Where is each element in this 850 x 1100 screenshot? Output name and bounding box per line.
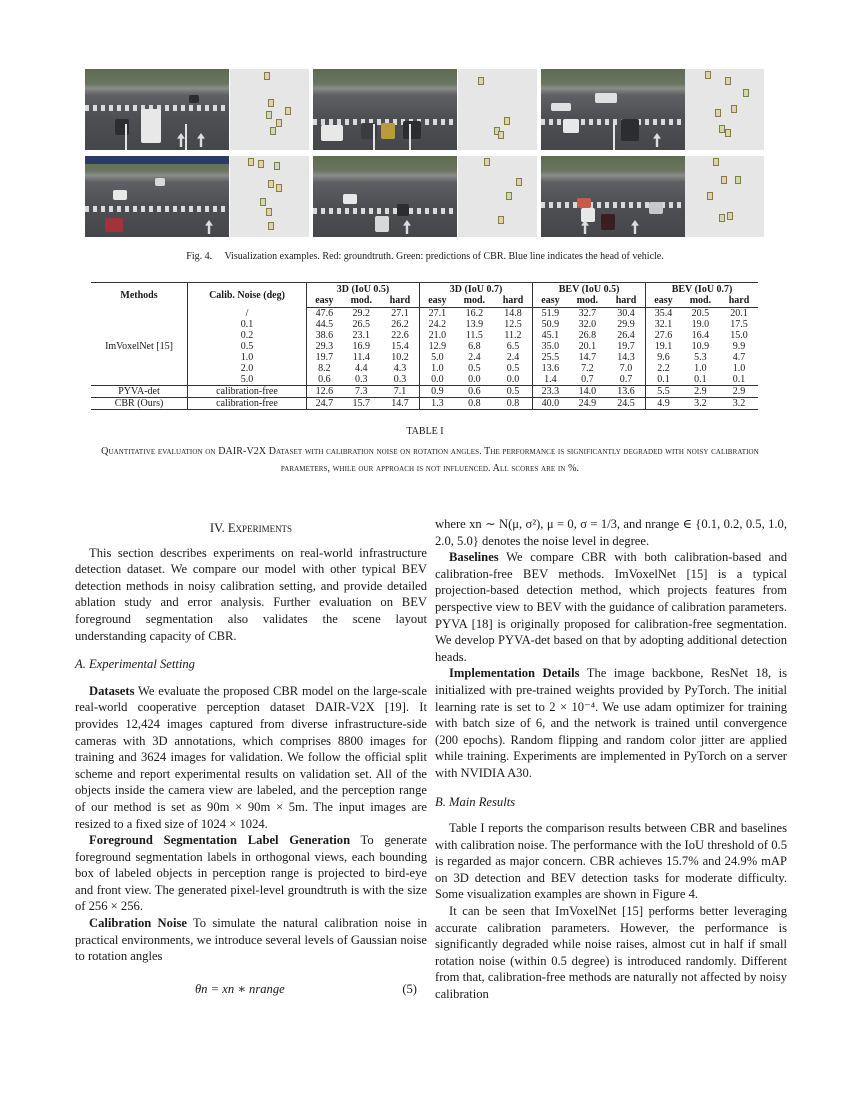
score-cell: 35.0 xyxy=(541,341,560,352)
score-cell: 7.2 xyxy=(581,363,594,374)
score-cell: 14.3 xyxy=(607,352,646,363)
score-cell: 1.0 xyxy=(431,363,444,374)
table-row xyxy=(91,363,758,374)
score-cell: 20.5 xyxy=(691,308,710,319)
score-cell: 5.0 xyxy=(431,352,444,363)
score-cell: 16.4 xyxy=(691,330,710,341)
score-cell: 1.4 xyxy=(544,374,557,385)
score-cell: 13.6 xyxy=(541,363,560,374)
figure-label: Fig. 4. xyxy=(186,251,213,262)
score-cell: 27.1 xyxy=(381,308,420,320)
figure-4 xyxy=(85,69,765,237)
score-cell: 0.9 xyxy=(420,386,455,398)
score-cell: 44.5 xyxy=(315,319,334,330)
section-title: IV. Experiments xyxy=(209,521,293,535)
score-cell: 24.9 xyxy=(568,398,607,410)
noise-cell: 0.5 xyxy=(188,341,307,352)
figure-caption xyxy=(0,251,850,262)
score-cell: 29.2 xyxy=(352,308,371,319)
noise-cell: / xyxy=(188,308,307,320)
header-bev-iou07: BEV (IoU 0.7) xyxy=(646,283,758,296)
score-cell: 4.3 xyxy=(381,363,420,374)
score-cell: 7.1 xyxy=(381,386,420,398)
score-cell: 0.7 xyxy=(581,374,594,385)
score-cell: 9.6 xyxy=(657,352,670,363)
header-bev-iou05: BEV (IoU 0.5) xyxy=(533,283,646,296)
paragraph-heading: Datasets xyxy=(89,683,135,698)
calib-noise-paragraph xyxy=(75,915,427,965)
noise-cell: 0.2 xyxy=(188,330,307,341)
bev-prediction-panel xyxy=(458,156,537,237)
score-cell: 17.5 xyxy=(730,319,748,330)
table-row xyxy=(91,386,758,398)
score-cell: 0.0 xyxy=(468,374,481,385)
method-cell: PYVA-det xyxy=(91,386,188,398)
score-cell: 7.0 xyxy=(607,363,646,374)
score-cell: 38.6 xyxy=(315,330,334,341)
noise-cell: calibration-free xyxy=(188,398,307,410)
score-cell: 27.6 xyxy=(654,330,673,341)
noise-cell: 2.0 xyxy=(188,363,307,374)
score-cell: 30.4 xyxy=(607,308,646,320)
score-cell: 3.2 xyxy=(681,398,720,410)
table-row xyxy=(91,308,758,320)
table-label: TABLE I xyxy=(406,426,444,437)
score-cell: 4.9 xyxy=(646,398,681,410)
score-cell: 13.6 xyxy=(607,386,646,398)
results-table-body xyxy=(91,308,758,410)
noise-cell: 1.0 xyxy=(188,352,307,363)
intro-paragraph: This section describes experiments on real-world infrastructure detection dataset. We compare our model with other typical BEV detection methods in noisy calibration setting, and provide detailed ablation study and error analysis. Further evaluation on BEV foreground segmentation also validates the scene layout understanding capacity of CBR. xyxy=(75,545,427,643)
header-methods: Methods xyxy=(91,283,188,308)
score-cell: 0.1 xyxy=(657,374,670,385)
score-cell: 0.6 xyxy=(318,374,331,385)
bev-prediction-panel xyxy=(230,69,309,150)
score-cell: 2.2 xyxy=(657,363,670,374)
paragraph-heading: Implementation Details xyxy=(449,666,580,681)
score-cell: 26.8 xyxy=(578,330,597,341)
score-cell: 0.6 xyxy=(455,386,494,398)
score-cell: 22.6 xyxy=(381,330,420,341)
header-3d-iou07: 3D (IoU 0.7) xyxy=(420,283,533,296)
bev-prediction-panel xyxy=(685,69,764,150)
datasets-paragraph xyxy=(75,683,427,832)
subheader-easy: easy xyxy=(307,295,342,308)
noise-cell: calibration-free xyxy=(188,386,307,398)
score-cell: 32.1 xyxy=(654,319,673,330)
results-table xyxy=(91,282,758,410)
header-calib-noise: Calib. Noise (deg) xyxy=(188,283,307,308)
score-cell: 45.1 xyxy=(541,330,560,341)
score-cell: 4.7 xyxy=(732,352,746,363)
score-cell: 19.0 xyxy=(691,319,710,330)
subheader-easy: easy xyxy=(420,295,455,308)
score-cell: 2.9 xyxy=(681,386,720,398)
score-cell: 26.2 xyxy=(381,319,420,330)
score-cell: 10.9 xyxy=(691,341,710,352)
score-cell: 23.3 xyxy=(533,386,568,398)
score-cell: 5.3 xyxy=(694,352,707,363)
bev-prediction-panel xyxy=(230,156,309,237)
score-cell: 20.1 xyxy=(578,341,597,352)
score-cell: 12.9 xyxy=(428,341,447,352)
paragraph-heading: Foreground Segmentation Label Generation xyxy=(89,833,351,848)
subheader-easy: easy xyxy=(646,295,681,308)
paragraph-body: We evaluate the proposed CBR model on the large-scale real-world cooperative perception dataset DAIR-V2X [19]. It provides 12,424 images captured from diverse infrastructure-side cameras with 3D annotations, which comprises 8800 images for training and 3624 images for validation. We follow the official split scheme and report experimental results on validation set. All of the objects inside the camera view are labeled, and the perception range of our method is set as 90m × 90m × 5m. The input images are resized to a fixed size of 1024 × 1024. xyxy=(75,683,427,831)
score-cell: 1.0 xyxy=(694,363,707,374)
camera-image xyxy=(541,156,685,237)
score-cell: 7.3 xyxy=(342,386,381,398)
subheader-mod: mod. xyxy=(568,295,607,308)
score-cell: 24.5 xyxy=(607,398,646,410)
score-cell: 29.3 xyxy=(315,341,334,352)
score-cell: 15.0 xyxy=(730,330,748,341)
equation-5 xyxy=(75,981,427,999)
score-cell: 19.1 xyxy=(654,341,673,352)
score-cell: 0.3 xyxy=(381,374,420,386)
score-cell: 0.8 xyxy=(494,398,533,410)
header-3d-iou05: 3D (IoU 0.5) xyxy=(307,283,420,296)
score-cell: 16.2 xyxy=(465,308,484,319)
paragraph-heading: Calibration Noise xyxy=(89,916,187,931)
score-cell: 0.0 xyxy=(494,374,533,386)
subheader-easy: easy xyxy=(533,295,568,308)
paragraph-body: The image backbone, ResNet 18, is initialized with pre-trained weights provided by PyTorch. The initial learning rate is set to 2 × 10⁻⁴. We use adam optimizer for training with batch size of 6, and the network is trained until convergence (200 epochs). Random flipping and random color jitter are applied while training. Experiments are implemented in PyTorch on a server with NVIDIA A30. xyxy=(435,666,787,780)
score-cell: 4.4 xyxy=(355,363,368,374)
score-cell: 32.0 xyxy=(578,319,597,330)
table-row xyxy=(91,374,758,386)
score-cell: 0.5 xyxy=(468,363,481,374)
score-cell: 0.5 xyxy=(494,386,533,398)
score-cell: 9.9 xyxy=(732,341,746,352)
noise-cell: 5.0 xyxy=(188,374,307,386)
score-cell: 2.9 xyxy=(720,386,758,398)
score-cell: 12.5 xyxy=(494,319,533,330)
camera-image xyxy=(541,69,685,150)
table-row xyxy=(91,319,758,330)
implementation-paragraph xyxy=(435,665,787,781)
table-row xyxy=(91,330,758,341)
results-paragraph-1: Table I reports the comparison results between CBR and baselines with calibration noise. The performance with the IoU threshold of 0.5 is regarded as major concern. CBR achieves 15.7% and 24.9% mAP on 3D detection and BEV detection tasks for moderate difficulty. Some visualization examples are shown in Figure 4. xyxy=(435,821,787,902)
score-cell: 6.5 xyxy=(494,341,533,352)
equation-number: (5) xyxy=(402,981,417,996)
figure-caption-text: Visualization examples. Red: groundtruth. Green: predictions of CBR. Blue line indicates the head of vehicle. xyxy=(224,251,664,262)
score-cell: 11.4 xyxy=(352,352,370,363)
score-cell: 47.6 xyxy=(315,308,334,319)
score-cell: 0.5 xyxy=(494,363,533,374)
table-row xyxy=(91,398,758,410)
score-cell: 16.9 xyxy=(352,341,371,352)
score-cell: 26.4 xyxy=(607,330,646,341)
subheader-hard: hard xyxy=(381,295,420,308)
paragraph-heading: Baselines xyxy=(449,550,499,565)
camera-image xyxy=(85,69,229,150)
score-cell: 0.7 xyxy=(607,374,646,386)
score-cell: 14.8 xyxy=(494,308,533,320)
subheader-hard: hard xyxy=(720,295,758,308)
camera-image xyxy=(313,156,457,237)
score-cell: 12.6 xyxy=(307,386,342,398)
subheader-hard: hard xyxy=(607,295,646,308)
score-cell: 23.1 xyxy=(352,330,371,341)
method-cell: CBR (Ours) xyxy=(91,398,188,410)
score-cell: 19.7 xyxy=(607,341,646,352)
score-cell: 13.9 xyxy=(465,319,484,330)
baselines-paragraph xyxy=(435,549,787,665)
score-cell: 24.7 xyxy=(307,398,342,410)
score-cell: 21.0 xyxy=(428,330,447,341)
subheader-mod: mod. xyxy=(455,295,494,308)
equation-body: θn = xn ∗ nrange xyxy=(195,981,285,996)
method-cell: ImVoxelNet [15] xyxy=(91,308,188,386)
score-cell: 11.2 xyxy=(494,330,533,341)
score-cell: 20.1 xyxy=(730,308,748,319)
score-cell: 15.7 xyxy=(342,398,381,410)
score-cell: 14.7 xyxy=(578,352,597,363)
subheader-mod: mod. xyxy=(342,295,381,308)
paragraph-body: To simulate the natural calibration noise in practical environments, we introduce several levels of Gaussian noise to rotation angles xyxy=(75,916,427,964)
camera-image xyxy=(313,69,457,150)
camera-image xyxy=(85,156,229,237)
table-row xyxy=(91,341,758,352)
score-cell: 0.1 xyxy=(732,374,746,385)
bev-prediction-panel xyxy=(685,156,764,237)
paragraph-body: We compare CBR with both calibration-based and calibration-free BEV methods. ImVoxelNet [15] is a typical projection-based detection method, which projects features from perspective view to BEV with the guidance of calibration parameters. PYVA [18] is originally proposed for calibration-free segmentation. We develop PYVA-det based on that by adopting additional detection heads. xyxy=(435,550,787,664)
left-column xyxy=(75,520,427,999)
fg-seg-paragraph xyxy=(75,832,427,915)
score-cell: 15.4 xyxy=(381,341,420,352)
score-cell: 6.8 xyxy=(468,341,481,352)
score-cell: 2.4 xyxy=(468,352,481,363)
noise-cell: 0.1 xyxy=(188,319,307,330)
bev-prediction-panel xyxy=(458,69,537,150)
score-cell: 2.4 xyxy=(494,352,533,363)
right-column xyxy=(435,516,787,1003)
score-cell: 3.2 xyxy=(720,398,758,410)
score-cell: 1.3 xyxy=(420,398,455,410)
score-cell: 35.4 xyxy=(654,308,673,319)
subsection-heading: B. Main Results xyxy=(435,794,516,809)
subheader-mod: mod. xyxy=(681,295,720,308)
score-cell: 25.5 xyxy=(541,352,560,363)
score-cell: 1.0 xyxy=(732,363,746,374)
results-paragraph-2: It can be seen that ImVoxelNet [15] performs better leveraging accurate calibration parameters. However, the performance is significantly degraded while noise raises, almost cut in half if small rotation noise (within 0.5 degree) is introduced randomly. Different from that, calibration-free methods are naturally not affected by noisy calibration xyxy=(435,904,787,1002)
table-row xyxy=(91,352,758,363)
score-cell: 50.9 xyxy=(541,319,560,330)
score-cell: 27.1 xyxy=(428,308,447,319)
score-cell: 8.2 xyxy=(318,363,331,374)
score-cell: 10.2 xyxy=(381,352,420,363)
score-cell: 51.9 xyxy=(541,308,560,319)
score-cell: 14.7 xyxy=(381,398,420,410)
score-cell: 29.9 xyxy=(607,319,646,330)
score-cell: 11.5 xyxy=(465,330,483,341)
score-cell: 26.5 xyxy=(352,319,371,330)
score-cell: 5.5 xyxy=(646,386,681,398)
paragraph-body: To generate foreground segmentation labels in orthogonal views, each bounding box of labeled objects in perception range is projected to bird-eye and front view. The generated pixel-level groundtruth is with the size of 256 × 256. xyxy=(75,833,427,914)
subheader-hard: hard xyxy=(494,295,533,308)
score-cell: 40.0 xyxy=(533,398,568,410)
score-cell: 32.7 xyxy=(578,308,597,319)
score-cell: 0.0 xyxy=(431,374,444,385)
score-cell: 0.3 xyxy=(355,374,368,385)
where-paragraph: where xn ∼ N(μ, σ²), μ = 0, σ = 1/3, and nrange ∈ {0.1, 0.2, 0.5, 1.0, 2.0, 5.0} denotes the noise level in degree. xyxy=(435,517,787,548)
subsection-heading: A. Experimental Setting xyxy=(75,657,195,672)
score-cell: 24.2 xyxy=(428,319,447,330)
score-cell: 14.0 xyxy=(568,386,607,398)
score-cell: 0.8 xyxy=(455,398,494,410)
table-caption: Quantitative evaluation on DAIR-V2X Dataset with calibration noise on rotation angles. The performance is significantly degraded with noisy calibration parameters, while our approach is not influenced. All scores are in %. xyxy=(101,446,759,474)
score-cell: 19.7 xyxy=(315,352,334,363)
score-cell: 0.1 xyxy=(694,374,707,385)
